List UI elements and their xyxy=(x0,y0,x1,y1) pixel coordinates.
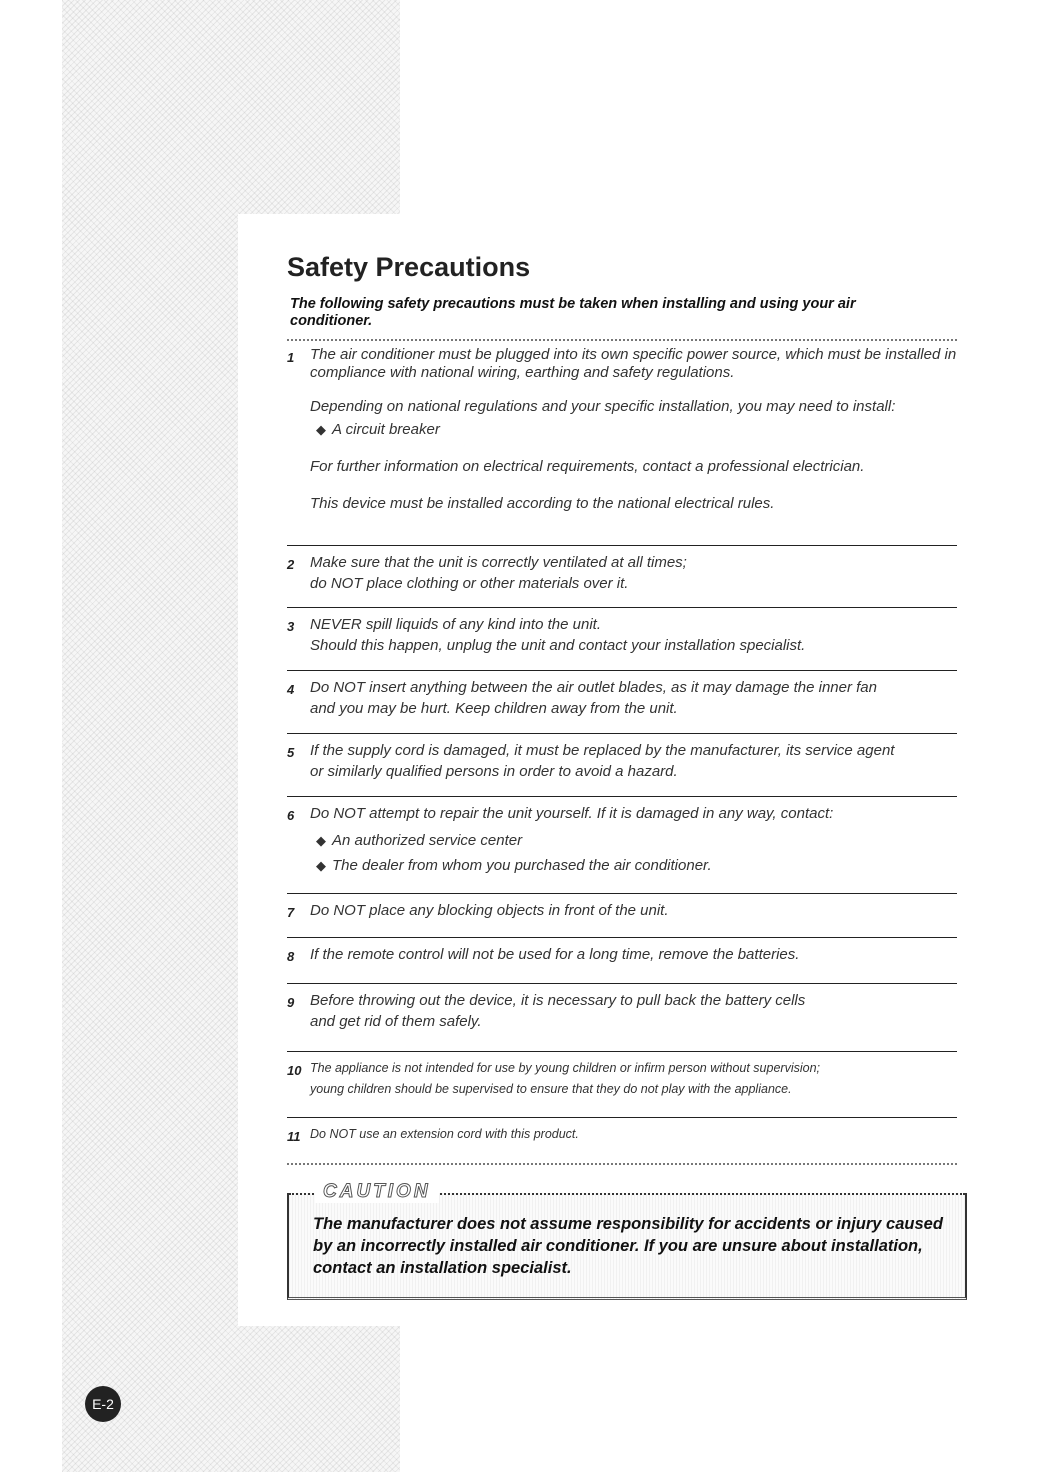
item-number: 9 xyxy=(287,995,295,1010)
item-line: Do NOT attempt to repair the unit yourself. If it is damaged in any way, contact: xyxy=(310,805,834,822)
diamond-bullet-icon: ◆ xyxy=(316,833,326,848)
item-paragraph: This device must be installed according to the national electrical rules. xyxy=(310,495,775,512)
top-dotted-rule xyxy=(287,339,957,341)
subtitle: The following safety precautions must be taken when installing and using your air conditioner. xyxy=(290,296,856,329)
precaution-item-11 xyxy=(287,1117,957,1145)
item-line: and you may be hurt. Keep children away from the unit. xyxy=(310,700,678,717)
item-line: Do NOT place any blocking objects in front of the unit. xyxy=(310,902,669,919)
precaution-item-5 xyxy=(287,733,957,782)
item-line: do NOT place clothing or other materials over it. xyxy=(310,575,629,592)
item-paragraph: For further information on electrical requirements, contact a professional electrician. xyxy=(310,458,865,475)
bullet-item: ◆ An authorized service center xyxy=(316,832,523,849)
precaution-item-3 xyxy=(287,607,957,656)
item-line: Make sure that the unit is correctly ventilated at all times; xyxy=(310,554,687,571)
caution-text: The manufacturer does not assume responsibility for accidents or injury caused by an incorrectly installed air conditioner. If you are unsure about installation, contact an installation specialist. xyxy=(313,1215,943,1277)
item-line: Do NOT insert anything between the air outlet blades, as it may damage the inner fan xyxy=(310,679,877,696)
page-title: Safety Precautions xyxy=(287,252,531,282)
diamond-bullet-icon: ◆ xyxy=(316,422,326,437)
item-line: If the remote control will not be used for a long time, remove the batteries. xyxy=(310,946,800,963)
item-number: 11 xyxy=(287,1129,301,1144)
precaution-item-4 xyxy=(287,670,957,719)
item-number: 1 xyxy=(287,350,295,365)
item-number: 5 xyxy=(287,745,295,760)
precaution-item-1 xyxy=(287,346,957,514)
item-line: NEVER spill liquids of any kind into the unit. xyxy=(310,616,601,633)
precaution-item-9 xyxy=(287,983,957,1032)
item-number: 6 xyxy=(287,808,295,823)
item-line: or similarly qualified persons in order to avoid a hazard. xyxy=(310,763,678,780)
item-line: young children should be supervised to ensure that they do not play with the appliance. xyxy=(310,1082,792,1096)
precaution-item-7 xyxy=(287,893,957,921)
caution-box xyxy=(287,1181,967,1300)
bottom-dotted-rule xyxy=(287,1163,957,1165)
item-number: 8 xyxy=(287,949,295,964)
precaution-item-2 xyxy=(287,545,957,594)
precaution-item-6 xyxy=(287,796,957,876)
bullet-item: ◆ The dealer from whom you purchased the air conditioner. xyxy=(316,857,712,874)
item-line: If the supply cord is damaged, it must be replaced by the manufacturer, its service agent xyxy=(310,742,895,759)
bullet-item: ◆ A circuit breaker xyxy=(316,421,440,438)
item-line: The appliance is not intended for use by young children or infirm person without supervision; xyxy=(310,1061,821,1075)
item-number: 3 xyxy=(287,619,295,634)
item-line: Do NOT use an extension cord with this product. xyxy=(310,1127,579,1141)
precaution-item-10 xyxy=(287,1051,957,1100)
item-text: The air conditioner must be plugged into its own specific power source, which must be installed in compliance with national wiring, earthing and safety regulations. xyxy=(310,346,957,381)
item-number: 4 xyxy=(287,682,295,697)
item-number: 10 xyxy=(287,1063,302,1078)
diamond-bullet-icon: ◆ xyxy=(316,858,326,873)
item-line: Should this happen, unplug the unit and contact your installation specialist. xyxy=(310,637,806,654)
page-number-badge: E-2 xyxy=(85,1386,121,1422)
caution-label: CAUTION xyxy=(315,1181,439,1203)
item-number: 2 xyxy=(287,557,295,572)
precaution-item-8 xyxy=(287,937,957,965)
item-paragraph: Depending on national regulations and your specific installation, you may need to install: xyxy=(310,398,896,415)
item-line: and get rid of them safely. xyxy=(310,1013,482,1030)
item-number: 7 xyxy=(287,905,295,920)
item-line: Before throwing out the device, it is necessary to pull back the battery cells xyxy=(310,992,806,1009)
